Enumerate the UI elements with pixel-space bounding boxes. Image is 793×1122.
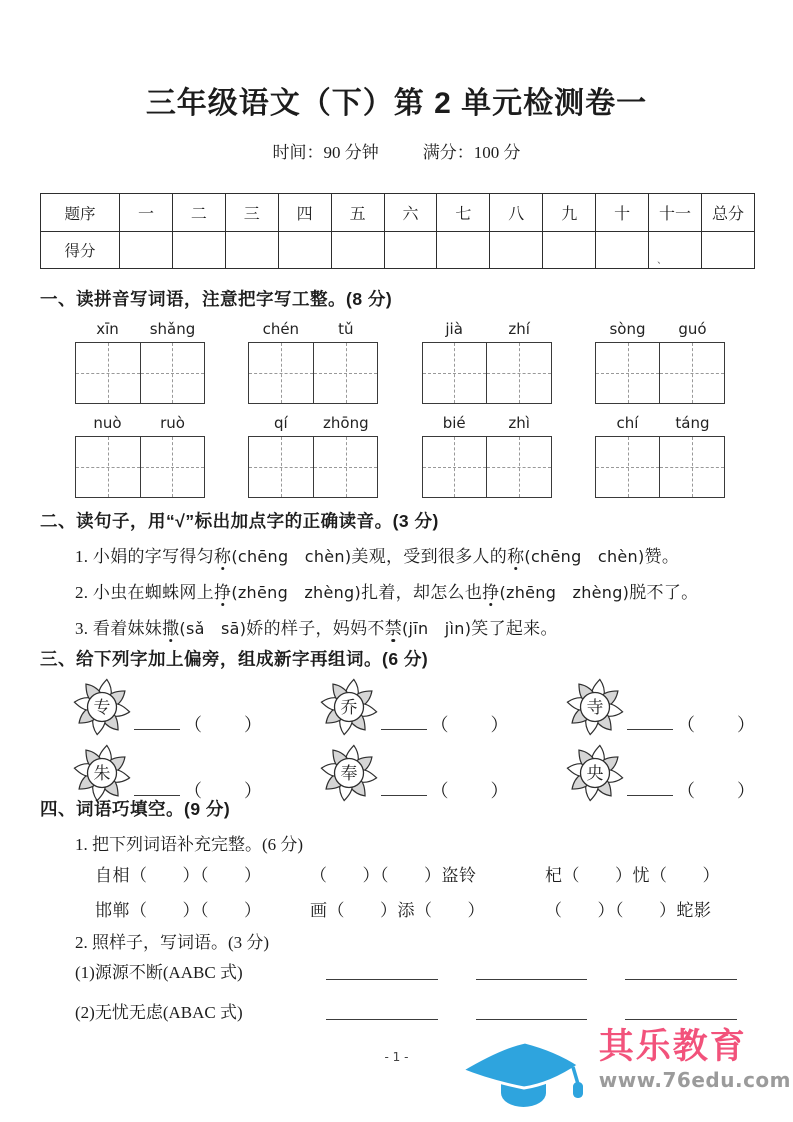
word-paren-open: （	[430, 781, 449, 801]
word-paren-close: ）	[737, 715, 755, 735]
pinyin-writing-row-2	[75, 414, 725, 498]
score-cell	[437, 232, 490, 269]
word-paren-open: （	[184, 715, 202, 735]
flower-group	[319, 672, 509, 738]
writing-cell	[249, 437, 313, 497]
score-table	[40, 193, 755, 269]
writing-cell	[140, 437, 205, 497]
score-table-column-header: 九	[543, 194, 596, 232]
question-2-heading: 二、读句子，用“√”标出加点字的正确读音。(3 分)	[40, 511, 439, 531]
pinyin-syllable: tǔ	[338, 320, 354, 338]
flower-row-2	[72, 738, 755, 804]
score-cell	[543, 232, 596, 269]
dotted-char: 挣	[482, 583, 500, 602]
pinyin-syllable: shǎng	[149, 320, 196, 338]
score-table-header-row	[41, 194, 755, 232]
answer-blank-line	[625, 965, 737, 980]
question-2-sentences	[75, 540, 775, 648]
writing-cell	[486, 343, 551, 403]
writing-cell	[313, 437, 378, 497]
sentence-text: 脱不了。	[629, 583, 699, 602]
pinyin-choice: (zhēng zhèng)	[231, 583, 362, 602]
pinyin-word-block	[248, 320, 378, 404]
pinyin-syllable: zhì	[508, 414, 530, 432]
idiom-fill-text: 画（ ）添（ ）	[310, 901, 485, 920]
pinyin-syllable: zhōng	[323, 414, 369, 432]
score-table-column-header: 七	[437, 194, 490, 232]
score-cell	[490, 232, 543, 269]
word-paren-open: （	[430, 715, 449, 735]
pinyin-writing-row-1	[75, 320, 725, 404]
pinyin-label	[595, 320, 725, 342]
score-table-column-header: 二	[172, 194, 225, 232]
score-table-column-header: 五	[331, 194, 384, 232]
pinyin-word-block	[75, 414, 205, 498]
flower-row-1	[72, 672, 755, 738]
pinyin-choice: (jīn jìn)	[402, 619, 472, 638]
flower-icon	[319, 676, 379, 738]
pinyin-label	[595, 414, 725, 436]
writing-cell	[249, 343, 313, 403]
pinyin-label	[422, 320, 552, 342]
pinyin-syllable: chí	[616, 414, 639, 432]
writing-cell	[596, 343, 660, 403]
answer-blank-line	[326, 1005, 438, 1020]
idiom-fill-text: 杞（ ）忧（ ）	[545, 866, 720, 885]
score-table-column-header: 总分	[701, 194, 754, 232]
pattern-prompt: (1)源源不断(AABC 式)	[75, 963, 243, 982]
writing-cell	[596, 437, 660, 497]
idiom-fill-text: （ ）（ ）蛇影	[545, 901, 712, 920]
pinyin-word-block	[595, 414, 725, 498]
score-table-corner-label: 题序	[41, 194, 120, 232]
new-char-blank	[381, 795, 427, 796]
flower-group	[565, 738, 755, 804]
word-paren-open: （	[677, 781, 695, 801]
writing-grid	[248, 436, 378, 498]
pinyin-label	[75, 320, 205, 342]
question-1-heading: 一、读拼音写词语，注意把字写工整。(8 分)	[40, 289, 393, 309]
svg-text:奉: 奉	[340, 764, 357, 783]
pinyin-syllable: táng	[675, 414, 710, 432]
pinyin-syllable: nuò	[93, 414, 122, 432]
new-char-blank	[627, 795, 673, 796]
score-cell	[701, 232, 754, 269]
writing-grid	[75, 342, 205, 404]
pinyin-syllable: ruò	[160, 414, 185, 432]
svg-text:乔: 乔	[340, 698, 357, 717]
pinyin-choice: (chēng chèn)	[524, 547, 645, 566]
writing-cell	[659, 437, 724, 497]
sentence-text: 3. 看着妹妹	[75, 619, 163, 638]
pinyin-word-block	[422, 320, 552, 404]
writing-grid	[422, 436, 552, 498]
score-cell	[649, 232, 702, 269]
flower-group	[72, 672, 262, 738]
score-table-column-header: 三	[225, 194, 278, 232]
pinyin-label	[248, 320, 378, 342]
page-title: 三年级语文（下）第 2 单元检测卷一	[145, 87, 648, 120]
pinyin-word-block	[248, 414, 378, 498]
question-3-heading: 三、给下列字加上偏旁，组成新字再组词。(6 分)	[40, 649, 429, 669]
brand-url: www.76edu.com	[598, 1068, 791, 1092]
writing-cell	[140, 343, 205, 403]
sentence-text: 美观，受到很多人的	[351, 547, 508, 566]
sentence-text: 1. 小娟的字写得匀	[75, 547, 214, 566]
word-paren-close: ）	[737, 781, 755, 801]
idiom-fill-row-1	[95, 861, 755, 886]
score-cell	[225, 232, 278, 269]
sentence-text: 2. 小虫在蜘蛛网上	[75, 583, 214, 602]
word-paren-close: ）	[490, 781, 509, 801]
writing-grid	[595, 342, 725, 404]
pinyin-word-block	[75, 320, 205, 404]
score-table-column-header: 十	[596, 194, 649, 232]
pinyin-syllable: chén	[262, 320, 300, 338]
pinyin-syllable: qí	[273, 414, 288, 432]
full-score: 满分：100 分	[422, 143, 521, 162]
time-limit: 时间：90 分钟	[272, 143, 379, 162]
score-cell	[596, 232, 649, 269]
dotted-char: 禁	[384, 619, 403, 638]
writing-grid	[75, 436, 205, 498]
idiom-fill-row-2	[95, 896, 755, 921]
score-table-column-header: 八	[490, 194, 543, 232]
dotted-char: 称	[507, 547, 525, 566]
writing-cell	[659, 343, 724, 403]
score-cell	[120, 232, 173, 269]
pinyin-syllable: jià	[445, 320, 463, 338]
word-paren-open: （	[184, 781, 202, 801]
sentence	[75, 540, 775, 576]
flower-icon	[565, 742, 625, 804]
word-pattern-item-1	[75, 958, 775, 983]
new-char-blank	[627, 729, 673, 730]
pinyin-word-block	[595, 320, 725, 404]
answer-blank-line	[476, 965, 588, 980]
pinyin-syllable: sòng	[609, 320, 646, 338]
question-4-sub2-label: 2. 照样子，写词语。(3 分)	[75, 933, 270, 952]
word-paren-close: ）	[244, 781, 262, 801]
flower-group	[319, 738, 509, 804]
score-cell	[384, 232, 437, 269]
flower-icon	[72, 676, 132, 738]
pinyin-syllable: zhí	[508, 320, 530, 338]
svg-text:央: 央	[586, 764, 604, 783]
pinyin-choice: (zhēng zhèng)	[499, 583, 630, 602]
flower-icon	[565, 676, 625, 738]
dotted-char: 撒	[162, 619, 180, 638]
pinyin-syllable: guó	[678, 320, 707, 338]
writing-cell	[423, 437, 487, 497]
pinyin-syllable: bié	[442, 414, 466, 432]
idiom-fill-text: （ ）（ ）盗铃	[310, 866, 477, 885]
question-4-sub1-label: 1. 把下列词语补充完整。(6 分)	[75, 835, 304, 854]
score-table-score-row	[41, 232, 755, 269]
pinyin-label	[248, 414, 378, 436]
sentence	[75, 576, 775, 612]
question-4-heading: 四、词语巧填空。(9 分)	[40, 799, 231, 819]
sentence-text: 娇的样子，妈妈不	[246, 619, 385, 638]
flower-group	[565, 672, 755, 738]
word-paren-open: （	[677, 715, 695, 735]
pinyin-label	[422, 414, 552, 436]
score-table-column-header: 十一	[649, 194, 702, 232]
writing-grid	[248, 342, 378, 404]
writing-cell	[313, 343, 378, 403]
writing-cell	[76, 437, 140, 497]
sentence-text: 赞。	[644, 547, 680, 566]
svg-text:专: 专	[93, 698, 111, 717]
answer-blank-line	[476, 1005, 588, 1020]
idiom-fill-text: 自相（ ）（ ）	[95, 866, 262, 885]
answer-blank-line	[326, 965, 438, 980]
score-table-column-header: 六	[384, 194, 437, 232]
dotted-char: 挣	[214, 583, 232, 602]
writing-cell	[486, 437, 551, 497]
score-table-column-header: 一	[120, 194, 173, 232]
graduation-cap-icon	[449, 1027, 597, 1118]
pinyin-syllable: xīn	[96, 320, 119, 338]
publisher-logo	[449, 1027, 791, 1118]
score-row-label: 得分	[41, 232, 120, 269]
sentence-text: 笑了起来。	[471, 619, 558, 638]
word-paren-close: ）	[244, 715, 262, 735]
idiom-fill-text: 邯郸（ ）（ ）	[95, 901, 262, 920]
new-char-blank	[134, 729, 180, 730]
score-cell	[172, 232, 225, 269]
score-cell	[278, 232, 331, 269]
pinyin-choice: (chēng chèn)	[231, 547, 352, 566]
pinyin-choice: (sǎ sā)	[179, 619, 247, 638]
writing-grid	[595, 436, 725, 498]
score-table-column-header: 四	[278, 194, 331, 232]
writing-grid	[422, 342, 552, 404]
brand-name: 其乐教育	[598, 1027, 747, 1066]
new-char-blank	[381, 729, 427, 730]
flower-icon	[72, 742, 132, 804]
pinyin-word-block	[422, 414, 552, 498]
pinyin-label	[75, 414, 205, 436]
writing-cell	[76, 343, 140, 403]
flower-group	[72, 738, 262, 804]
word-paren-close: ）	[490, 715, 509, 735]
stray-ink-mark: 、	[657, 255, 667, 265]
sentence-text: 扎着，却怎么也	[361, 583, 483, 602]
page-number: - 1 -	[384, 1050, 409, 1064]
sentence	[75, 612, 775, 648]
dotted-char: 称	[214, 547, 232, 566]
writing-cell	[423, 343, 487, 403]
flower-icon	[319, 742, 379, 804]
svg-text:寺: 寺	[586, 698, 604, 717]
score-cell	[331, 232, 384, 269]
answer-blank-line	[625, 1005, 737, 1020]
word-pattern-item-2	[75, 998, 775, 1023]
pattern-prompt: (2)无忧无虑(ABAC 式)	[75, 1003, 243, 1022]
svg-text:朱: 朱	[93, 764, 111, 783]
exam-meta	[0, 138, 793, 163]
